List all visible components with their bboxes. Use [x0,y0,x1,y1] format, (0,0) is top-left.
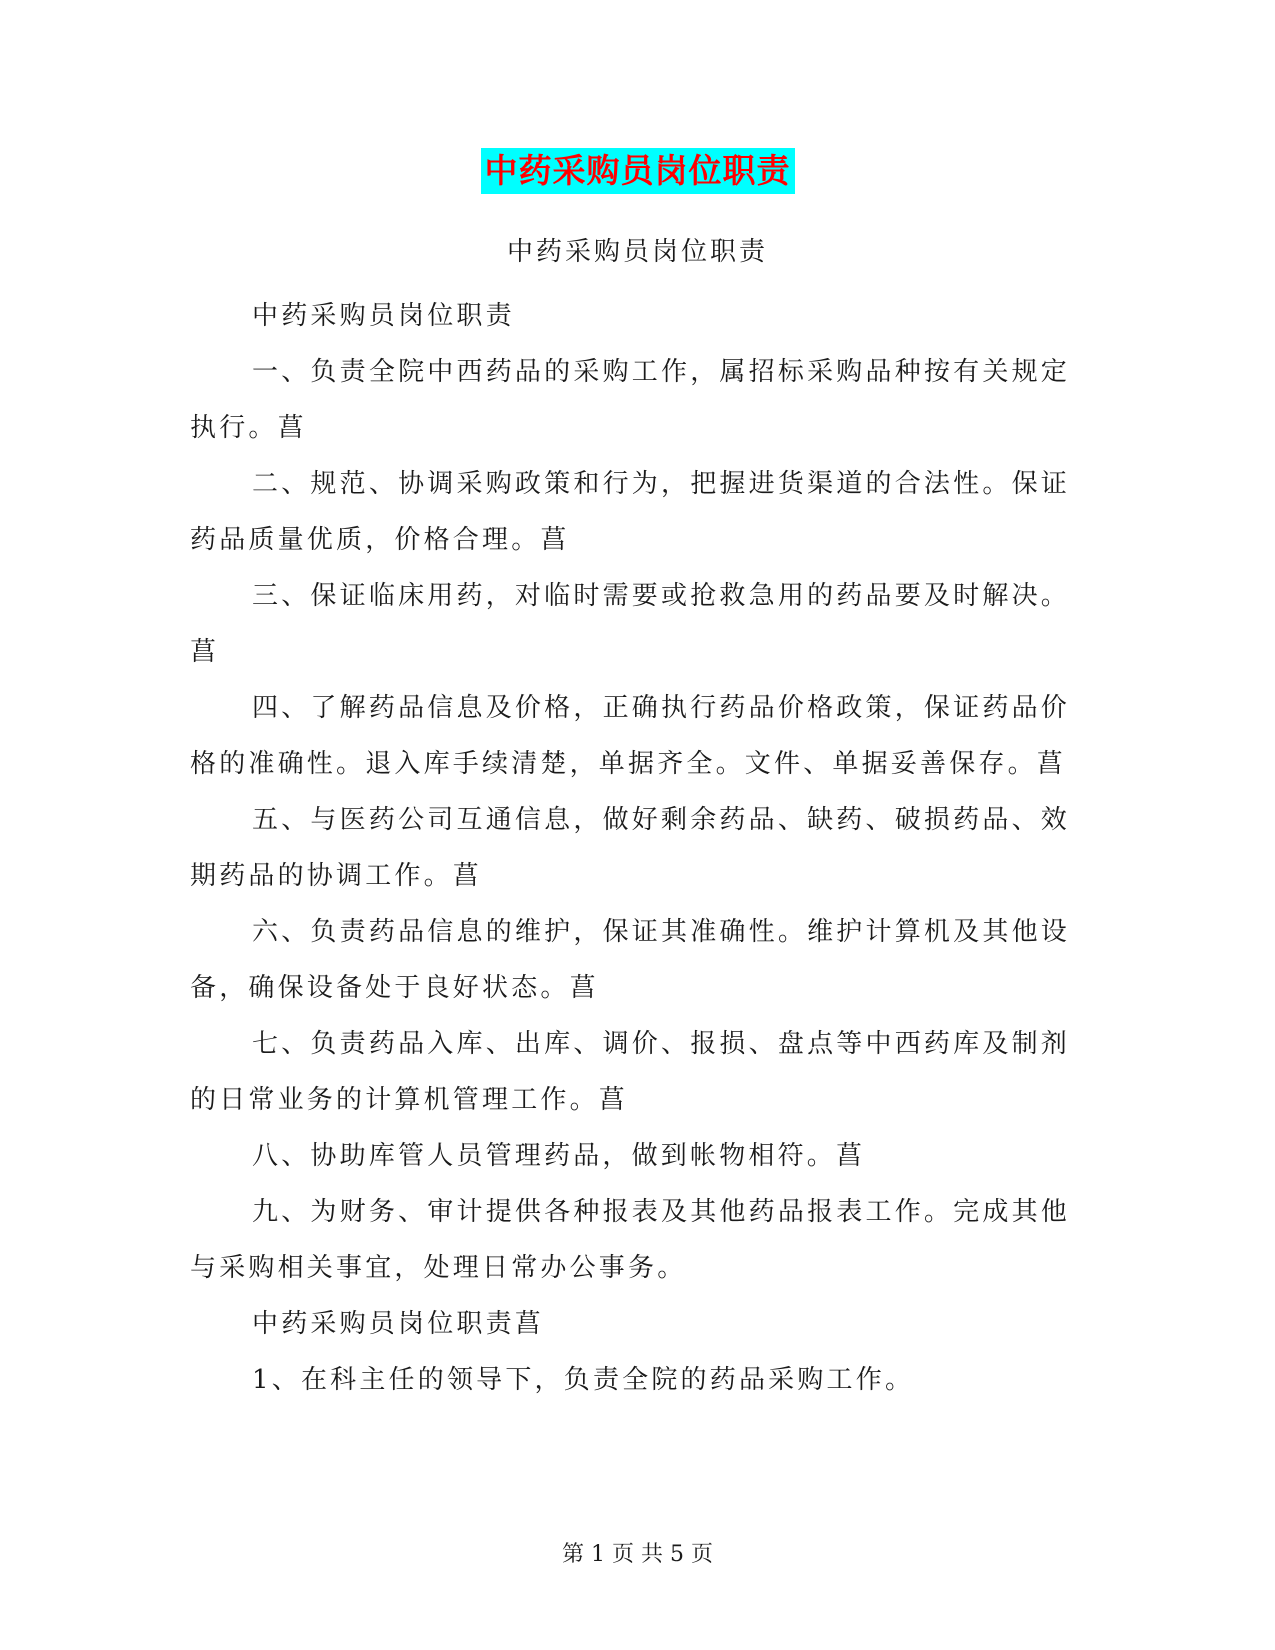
paragraph: 一、负责全院中西药品的采购工作，属招标采购品种按有关规定执行。菖 [190,357,1070,443]
paragraph: 八、协助库管人员管理药品，做到帐物相符。菖 [252,1141,866,1171]
paragraph: 二、规范、协调采购政策和行为，把握进货渠道的合法性。保证药品质量优质，价格合理。菖 [190,469,1070,555]
document-subtitle: 中药采购员岗位职责 [506,237,768,267]
title-container [0,148,1275,194]
paragraph: 九、为财务、审计提供各种报表及其他药品报表工作。完成其他与采购相关事宜，处理日常办公事务。 [190,1197,1070,1283]
paragraph: 五、与医药公司互通信息，做好剩余药品、缺药、破损药品、效期药品的协调工作。菖 [190,805,1070,891]
paragraph: 四、了解药品信息及价格，正确执行药品价格政策，保证药品价格的准确性。退入库手续清楚，单据齐全。文件、单据妥善保存。菖 [190,693,1070,779]
paragraph: 三、保证临床用药，对临时需要或抢救急用的药品要及时解决。菖 [190,581,1070,667]
paragraph: 1、在科主任的领导下，负责全院的药品采购工作。 [252,1365,915,1395]
document-title: 中药采购员岗位职责 [481,148,795,194]
document-body [190,288,1070,1408]
page-footer: 第 1 页 共 5 页 [562,1542,713,1567]
paragraph: 六、负责药品信息的维护，保证其准确性。维护计算机及其他设备，确保设备处于良好状态。菖 [190,917,1070,1003]
paragraph: 中药采购员岗位职责 [252,301,515,331]
paragraph: 七、负责药品入库、出库、调价、报损、盘点等中西药库及制剂的日常业务的计算机管理工作。菖 [190,1029,1070,1115]
paragraph: 中药采购员岗位职责菖 [252,1309,545,1339]
